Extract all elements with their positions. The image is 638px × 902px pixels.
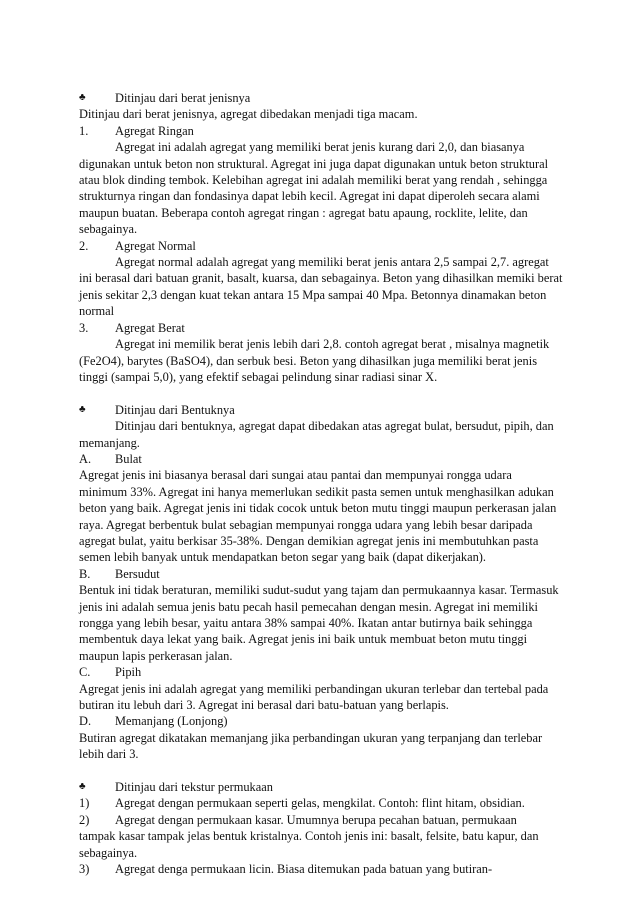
spacer (79, 385, 563, 401)
list-item-heading (79, 566, 563, 582)
section-title: Ditinjau dari Bentuknya (115, 402, 235, 417)
list-marker: 1) (79, 796, 90, 811)
list-item-heading (79, 451, 563, 467)
list-item-title: Bulat (115, 451, 142, 466)
list-marker: B. (79, 566, 91, 581)
club-bullet-icon: ♣ (79, 92, 86, 103)
list-item-title: Agregat Berat (115, 320, 185, 335)
list-item-heading (79, 664, 563, 680)
section-heading (79, 402, 563, 418)
list-item-heading (79, 320, 563, 336)
list-marker: 2) (79, 812, 90, 827)
list-marker: 3. (79, 320, 89, 335)
list-item-title: Agregat Ringan (115, 123, 194, 138)
list-item-heading (79, 123, 563, 139)
section-title: Ditinjau dari berat jenisnya (115, 91, 251, 105)
list-item-heading (79, 713, 563, 729)
list-item-heading (79, 238, 563, 254)
paragraph: Butiran agregat dikatakan memanjang jika perbandingan ukuran yang terpanjang dan terlebar lebih dari 3. (79, 730, 543, 762)
paragraph: Ditinjau dari bentuknya, agregat dapat dibedakan atas agregat bulat, bersudut, pipih, dan memanjang. (79, 419, 554, 450)
list-marker: 1. (79, 123, 89, 138)
list-item-text: Agregat dengan permukaan seperti gelas, mengkilat. Contoh: flint hitam, obsidian. (115, 796, 525, 811)
section-heading (79, 90, 563, 106)
list-marker: 3) (79, 862, 90, 877)
list-item (79, 812, 563, 828)
list-marker: D. (79, 714, 92, 729)
list-item-title: Agregat Normal (115, 238, 196, 253)
list-marker: 2. (79, 238, 89, 253)
list-marker: C. (79, 665, 91, 680)
list-marker: A. (79, 451, 92, 466)
section-heading (79, 779, 563, 795)
club-bullet-icon: ♣ (79, 781, 86, 793)
list-item (79, 795, 563, 811)
paragraph: Bentuk ini tidak beraturan, memiliki sudut-sudut yang tajam dan permukaannya kasar. Termasuk jenis ini adalah semua jenis batu pecah hasil pemecahan dengan mesin. Agregat ini memiliki rongga yang lebih besar, yaitu antara 38% sampai 40%. Ikatan antar butirnya baik sehingga membentuk daya lekat yang baik. Agregat jenis ini baik untuk membuat beton mutu tinggi maupun lapis perkerasan jalan. (79, 583, 559, 663)
list-item-title: Bersudut (115, 566, 160, 581)
paragraph: Ditinjau dari berat jenisnya, agregat dibedakan menjadi tiga macam. (79, 107, 418, 122)
list-item-title: Memanjang (Lonjong) (115, 714, 228, 729)
list-item-text: Agregat dengan permukaan kasar. Umumnya berupa pecahan batuan, permukaan (115, 812, 517, 827)
paragraph: tampak kasar tampak jelas bentuk kristalnya. Contoh jenis ini: basalt, felsite, batu kapur, dan sebagainya. (79, 829, 539, 860)
paragraph: Agregat normal adalah agregat yang memiliki berat jenis antara 2,5 sampai 2,7. agregat ini berasal dari batuan granit, basalt, kuarsa, dan sebagainya. Beton yang dihasilkan memiki berat jenis sekitar 2,3 dengan kuat tekan antara 15 Mpa sampai 40 Mpa. Betonnya dinamakan beton normal (79, 255, 563, 319)
paragraph: Agregat ini adalah agregat yang memiliki berat jenis kurang dari 2,0, dan biasanya digunakan untuk beton non struktural. Agregat ini juga dapat digunakan untuk beton struktural atau blok dinding tembok. Kelebihan agregat ini adalah memiliki berat yang rendah , sehingga strukturnya ringan dan fondasinya dapat lebih kecil. Agregat ini dapat diperoleh secara alami maupun buatan. Beberapa contoh agregat ringan : agregat batu apaung, rocklite, lelite, dan sebagainya. (79, 140, 549, 237)
paragraph: Agregat ini memilik berat jenis lebih dari 2,8. contoh agregat berat , misalnya magnetik (Fe2O4), barytes (BaSO4), dan serbuk besi. Beton yang dihasilkan juga memiliki berat jenis tinggi (sampai 5,0), yang efektif sebagai pelindung sinar radiasi sinar X. (79, 337, 550, 384)
list-item-text: Agregat denga permukaan licin. Biasa ditemukan pada batuan yang butiran- (115, 862, 493, 877)
spacer (79, 763, 563, 779)
paragraph: Agregat jenis ini biasanya berasal dari sungai atau pantai dan mempunyai rongga udara minimum 33%. Agregat ini hanya memerlukan sedikit pasta semen untuk menghasilkan adukan beton yang baik. Agregat jenis ini tidak cocok untuk beton mutu tinggi maupun perkerasan jalan raya. Agregat berbentuk bulat sebagian mempunyai rongga udara yang lebih besar daripada agregat bulat, yaitu berkisar 35-38%. Dengan demikian agregat jenis ini membutuhkan pasta semen lebih banyak untuk mendapatkan beton segar yang baik (dapat dikerjakan). (79, 468, 557, 565)
paragraph: Agregat jenis ini adalah agregat yang memiliki perbandingan ukuran terlebar dan tertebal pada butiran itu lebuh dari 3. Agregat ini berasal dari batu-batuan yang berlapis. (79, 681, 549, 713)
club-bullet-icon: ♣ (79, 403, 86, 415)
document-page (79, 90, 563, 877)
section-title: Ditinjau dari tekstur permukaan (115, 780, 273, 795)
list-item-title: Pipih (115, 665, 142, 680)
list-item (79, 861, 563, 877)
